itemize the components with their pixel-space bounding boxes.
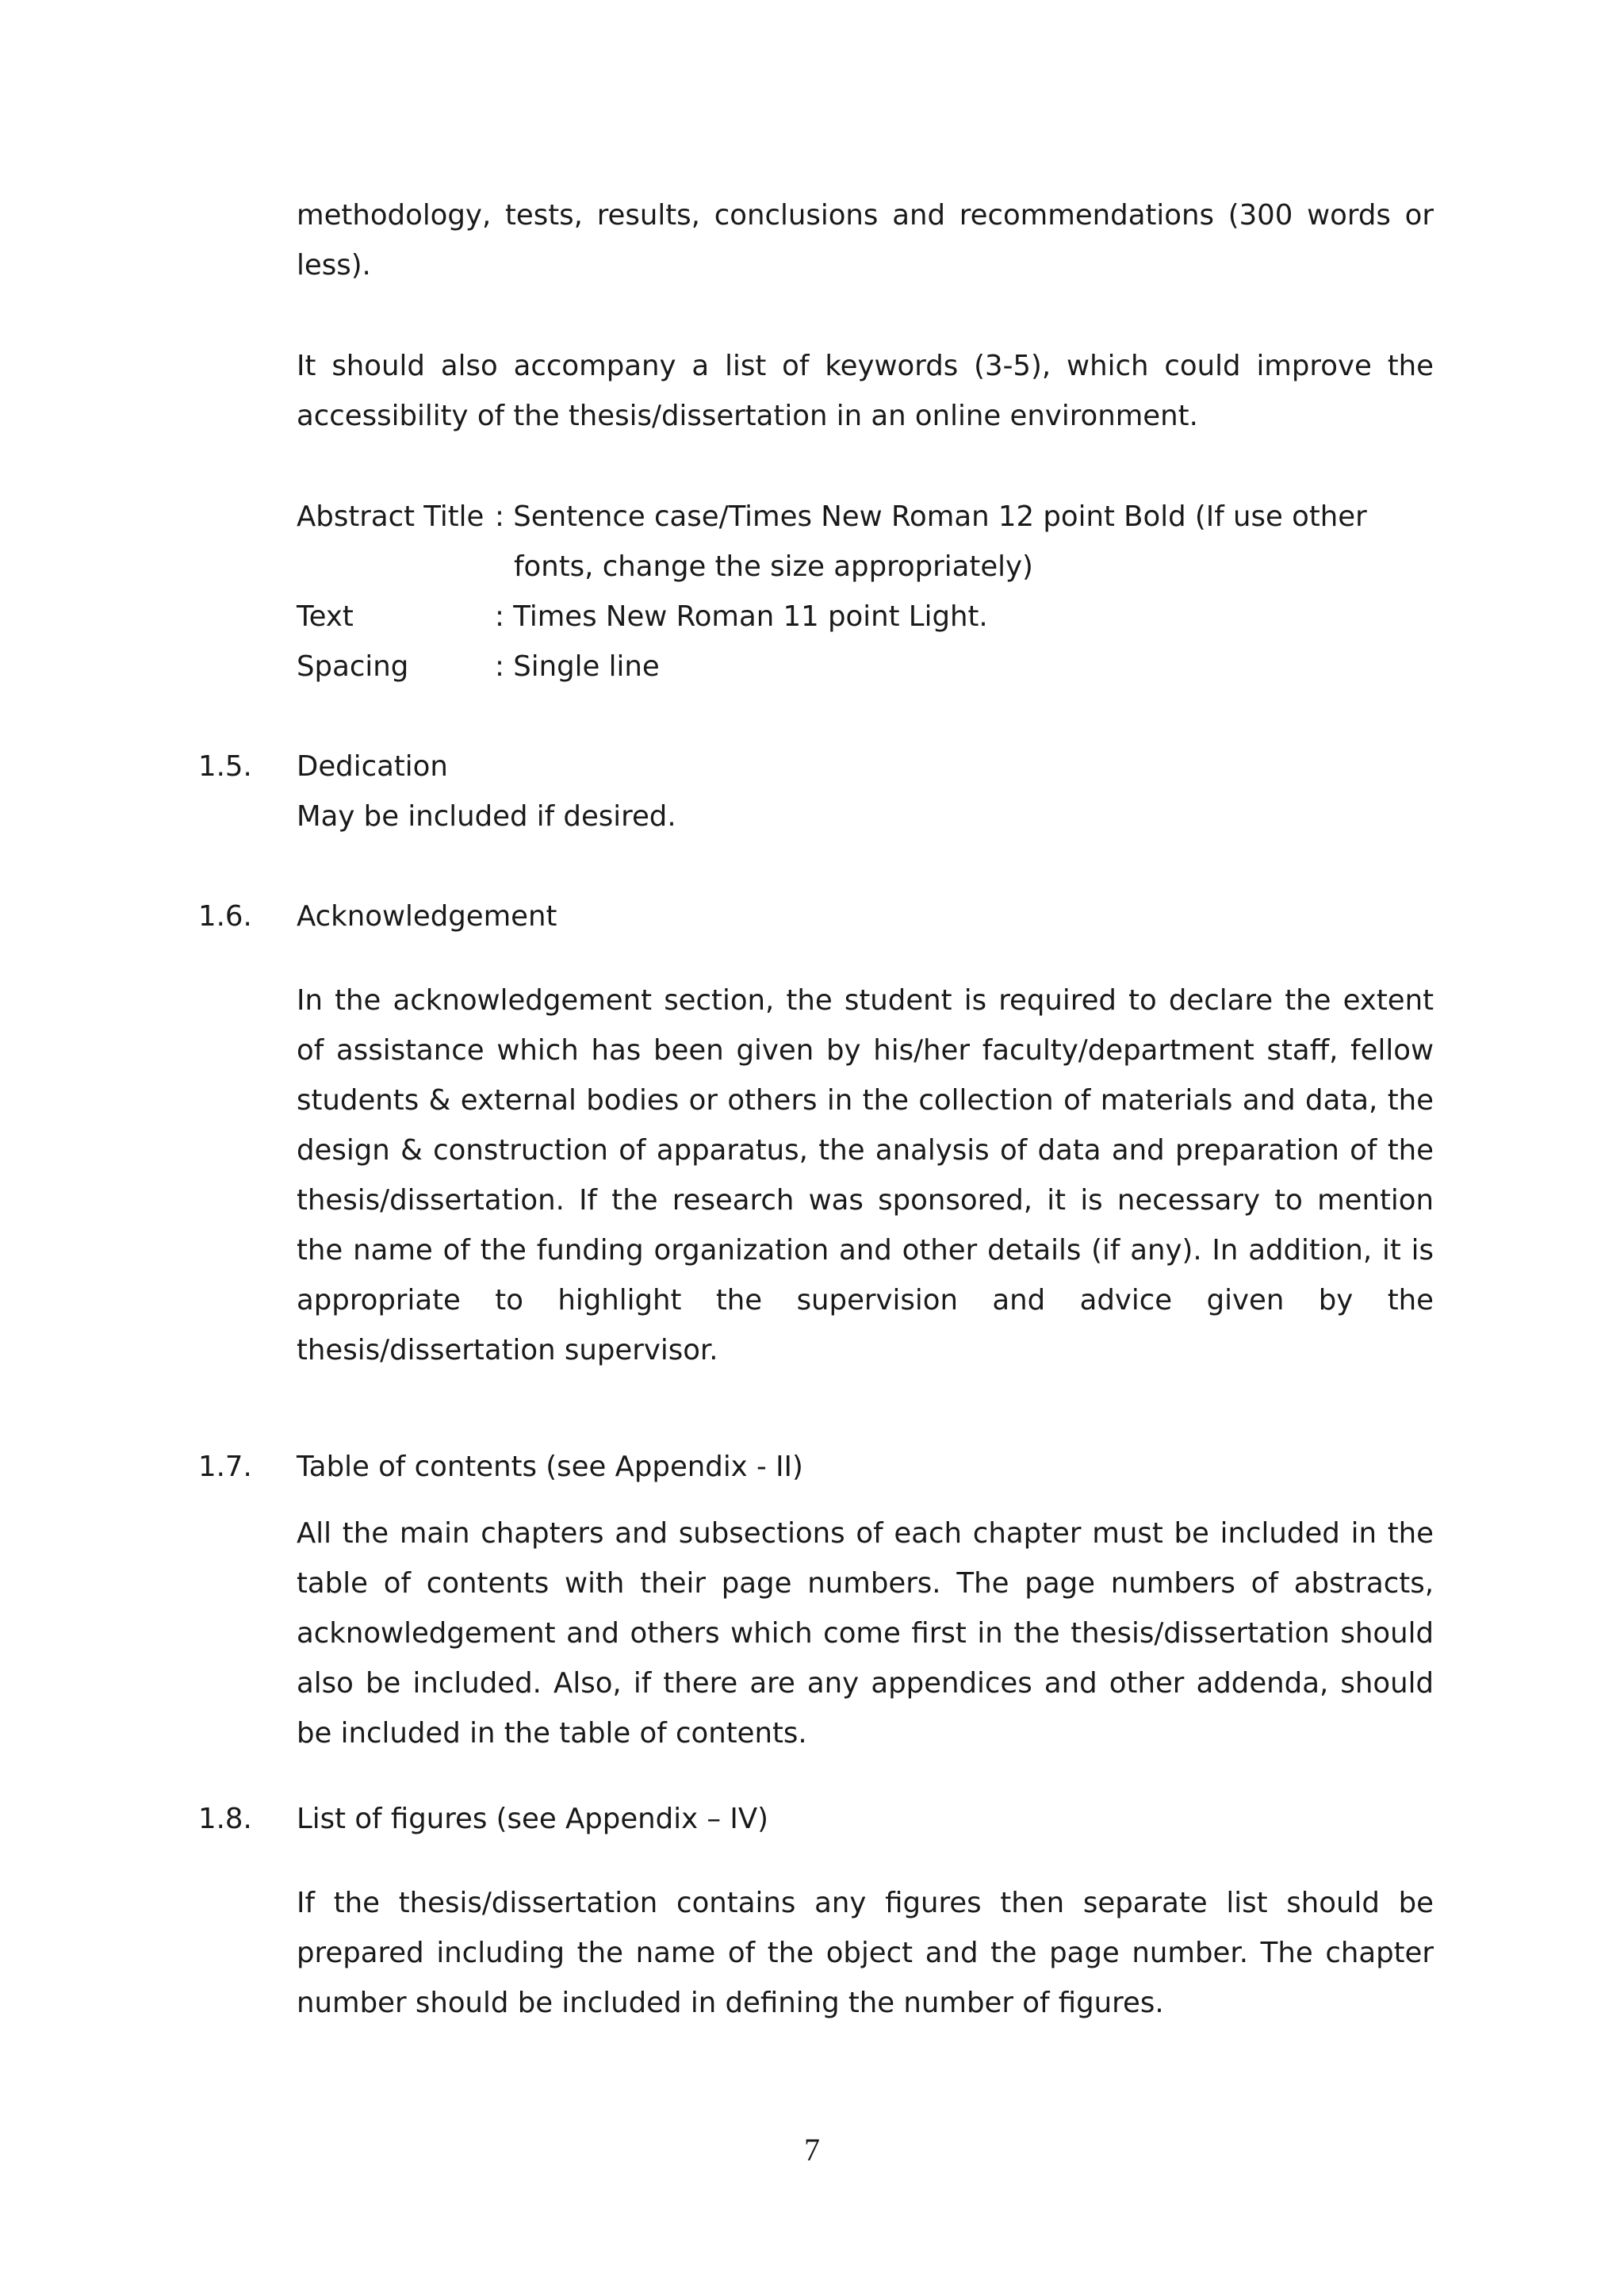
spec-label-text: Text [297, 600, 354, 633]
section-number: 1.7. [198, 1451, 252, 1483]
section-number: 1.8. [198, 1803, 252, 1835]
spec-label-abstract-title: Abstract Title [297, 500, 485, 533]
section-heading-list-of-figures: List of figures (see Appendix – IV) [297, 1803, 769, 1835]
spec-label-spacing: Spacing [297, 650, 409, 683]
intro-paragraph: methodology, tests, results, conclusions and recommendations (300 words or less). [297, 199, 1434, 282]
section-heading-acknowledgement: Acknowledgement [297, 900, 557, 933]
section-number: 1.6. [198, 900, 252, 933]
keywords-paragraph: It should also accompany a list of keywords (3-5), which could improve the accessibility of the thesis/dissertation in an online environment. [297, 350, 1434, 432]
section-body-dedication: May be included if desired. [297, 800, 676, 833]
section-body-list-of-figures: If the thesis/dissertation contains any figures then separate list should be prepared including the name of the object and the page number. The chapter number should be included in defining the number of figures. [297, 1887, 1434, 2019]
section-body-acknowledgement: In the acknowledgement section, the student is required to declare the extent of assistance which has been given by his/her faculty/department staff, fellow students & external bodies or others in the collection of materials and data, the design & construction of apparatus, the analysis of data and preparation of the thesis/dissertation. If the research was sponsored, it is necessary to mention the name of the funding organization and other details (if any). In addition, it is appropriate to highlight the supervision and advice given by the thesis/dissertation supervisor. [297, 984, 1434, 1366]
spec-value-spacing: : Single line [495, 650, 660, 683]
section-body-table-of-contents: All the main chapters and subsections of each chapter must be included in the table of contents with their page numbers. The page numbers of abstracts, acknowledgement and others which come first in the thesis/dissertation should also be included. Also, if there are any appendices and other addenda, should be included in the table of contents. [297, 1517, 1434, 1750]
spec-value-abstract-title: : Sentence case/Times New Roman 12 point Bold (If use other [495, 500, 1367, 533]
spec-value-abstract-title-cont: fonts, change the size appropriately) [514, 550, 1033, 583]
page-number: 7 [804, 2132, 820, 2168]
section-number: 1.5. [198, 750, 252, 783]
spec-value-text: : Times New Roman 11 point Light. [495, 600, 988, 633]
section-heading-table-of-contents: Table of contents (see Appendix - II) [297, 1451, 803, 1483]
section-heading-dedication: Dedication [297, 750, 448, 783]
